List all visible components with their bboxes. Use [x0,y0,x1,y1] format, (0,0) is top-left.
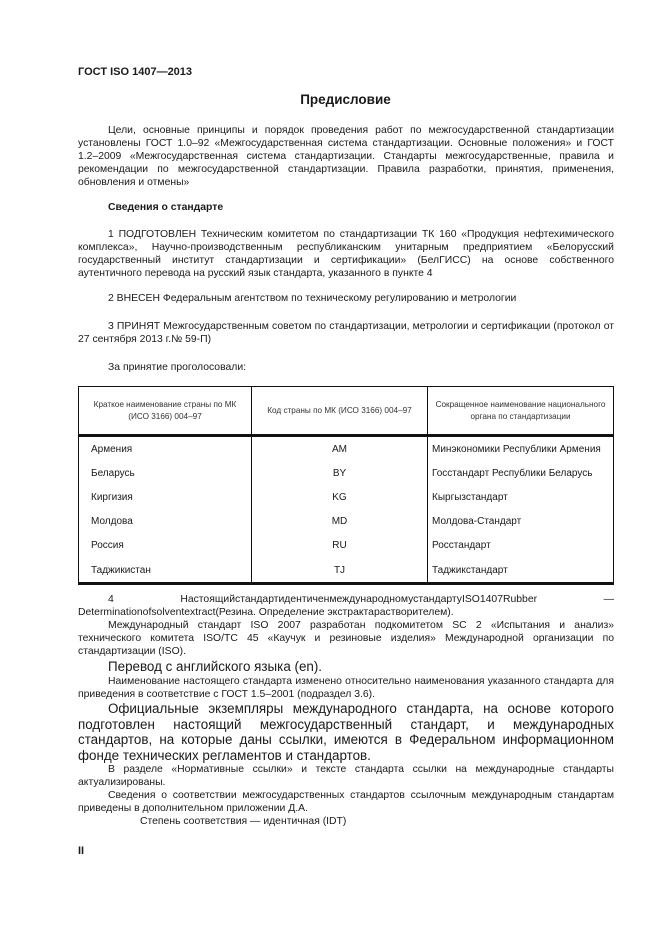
country-cell: Молдова [79,510,252,534]
official-copies-note: Официальные экземпляры международного стандарта, на основе которого подготовлен настоящий межгосударственный стандарт, и международных стандартов, на которые даны ссылки, имеются в Федеральном информационном фонде технических регламентов и стандартов. [78,701,614,763]
table-row [79,534,614,558]
conformity-degree: Степень соответствия — идентичная (IDT) [140,816,347,827]
body-cell: Таджикстандарт [428,558,614,584]
country-cell: Киргизия [79,485,252,509]
table-row [79,485,614,509]
column-header-standards-body: Сокращенное наименование национального органа по стандартизации [428,387,614,436]
page-number: II [78,845,85,857]
code-cell: KG [252,485,428,509]
table-row [79,436,614,462]
paragraph-1-prepared: 1 ПОДГОТОВЛЕН Техническим комитетом по стандартизации ТК 160 «Продукция нефтехимического комплекса», Научно-производственным республиканским унитарным предприятием «Белорусский государственный институт стандартизации и сертификации» (БелГИСС) на основе собственного аутентичного перевода на русский язык стандарта, указанного в пункте 4 [78,229,614,279]
column-header-country: Краткое наименование страны по МК (ИСО 3166) 004–97 [79,387,252,436]
table-row [79,558,614,584]
body-cell: Минэкономики Республики Армения [428,436,614,462]
code-cell: MD [252,510,428,534]
code-cell: TJ [252,558,428,584]
body-cell: Кыргызстандарт [428,485,614,509]
section-heading: Сведения о стандарте [108,202,224,213]
paragraph-4-developer: Международный стандарт ISO 2007 разработан подкомитетом SC 2 «Испытания и анализ» технического комитета ISO/TC 45 «Каучук и резиновые изделия» Международной организации по стандартизации (ISO). [78,620,614,657]
country-cell: Таджикистан [79,558,252,584]
body-cell: Росстандарт [428,534,614,558]
country-cell: Армения [79,436,252,462]
appendix-note: Сведения о соответствии межгосударственных стандартов ссылочным международным стандартам приведены в дополнительном приложении Д.А. [78,790,614,814]
table-row [79,461,614,485]
paragraph-4-identical: 4 НастоящийстандартидентиченмеждународномустандартуISO1407Rubber — Determinationofsolventextract(Резина. Определение экстрактарастворителем). [78,594,614,618]
document-id-header: ГОСТ ISO 1407—2013 [78,66,193,78]
page-title: Предисловие [300,92,391,107]
code-cell: AM [252,436,428,462]
code-cell: BY [252,461,428,485]
column-header-code: Код страны по МК (ИСО 3166) 004–97 [252,387,428,436]
paragraph-2-submitted: 2 ВНЕСЕН Федеральным агентством по техническому регулированию и метрологии [108,293,517,304]
translation-note: Перевод с английского языка (en). [108,659,323,674]
body-cell: Молдова-Стандарт [428,510,614,534]
country-cell: Россия [79,534,252,558]
voted-label: За принятие проголосовали: [108,362,247,373]
paragraph-3-adopted: 3 ПРИНЯТ Межгосударственным советом по стандартизации, метрологии и сертификации (протокол от 27 сентября 2013 г.№ 59-П) [78,321,614,345]
table-row [79,510,614,534]
intro-paragraph: Цели, основные принципы и порядок проведения работ по межгосударственной стандартизации установлены ГОСТ 1.0–92 «Межгосударственная система стандартизации. Основные положения» и ГОСТ 1.2–2009 «Межгосударственная система стандартизации. Стандарты межгосударственные, правила и рекомендации по межгосударственной стандартизации. Правила разработки, принятия, применения, обновления и отмены» [78,125,614,188]
code-cell: RU [252,534,428,558]
references-note: В разделе «Нормативные ссылки» и тексте стандарта ссылки на международные стандарты актуализированы. [78,764,614,788]
rename-note: Наименование настоящего стандарта изменено относительно наименования указанного стандарта для приведения в соответствие с ГОСТ 1.5–2001 (подраздел 3.6). [78,676,614,700]
body-cell: Госстандарт Республики Беларусь [428,461,614,485]
voting-countries-table [78,386,614,585]
country-cell: Беларусь [79,461,252,485]
